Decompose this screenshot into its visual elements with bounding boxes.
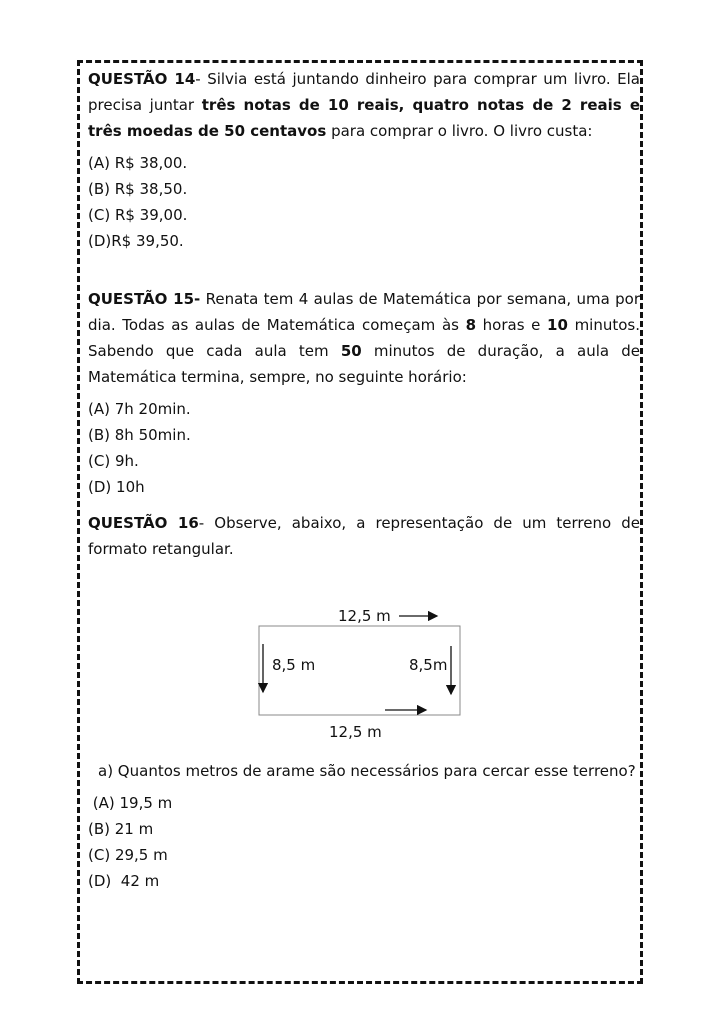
question-16-part1: - Observe, abaixo, a representação de um terreno de formato retangular.: [88, 514, 640, 558]
question-14-title: QUESTÃO 14: [88, 70, 196, 88]
question-15-part3: minutos. Sabendo que cada aula tem: [88, 316, 640, 360]
question-15-part1: Renata tem 4 aulas de Matemática por semana, uma por dia. Todas as aulas de Matemática começam às: [88, 290, 640, 334]
q16-option-c: (C) 29,5 m: [88, 846, 168, 864]
terrain-diagram-area: [88, 562, 640, 752]
q15-option-a: (A) 7h 20min.: [88, 400, 191, 418]
question-16-text: [88, 510, 640, 562]
question-14-bold: três notas de 10 reais, quatro notas de 2 reais e três moedas de 50 centavos: [88, 96, 640, 140]
top-length-label: 12,5 m: [338, 607, 391, 625]
question-15-text: [88, 286, 640, 390]
question-16-subquestion: a) Quantos metros de arame são necessários para cercar esse terreno?: [98, 762, 636, 780]
q16-option-a: (A) 19,5 m: [88, 794, 173, 812]
q14-option-a: (A) R$ 38,00.: [88, 154, 188, 172]
question-15-title: QUESTÃO 15-: [88, 290, 201, 308]
q15-option-d: (D) 10h: [88, 478, 145, 496]
terrain-diagram: [88, 562, 640, 752]
q14-option-d: (D)R$ 39,50.: [88, 232, 184, 250]
exam-content: [88, 66, 640, 894]
question-15-part4: minutos de duração, a aula de Matemática termina, sempre, no seguinte horário:: [88, 342, 641, 386]
question-16-title: QUESTÃO 16: [88, 514, 199, 532]
question-15-part2: horas e: [476, 316, 548, 334]
question-14-text: [88, 66, 640, 144]
right-width-label: 8,5m: [409, 656, 448, 674]
q14-option-c: (C) R$ 39,00.: [88, 206, 188, 224]
question-15-bold-1: 8: [465, 316, 477, 334]
q16-option-d: (D) 42 m: [88, 872, 160, 890]
question-15-bold-3: 50: [340, 342, 362, 360]
q15-option-b: (B) 8h 50min.: [88, 426, 191, 444]
q14-option-b: (B) R$ 38,50.: [88, 180, 188, 198]
question-14-part2: para comprar o livro. O livro custa:: [326, 122, 593, 140]
q16-option-b: (B) 21 m: [88, 820, 154, 838]
q15-option-c: (C) 9h.: [88, 452, 139, 470]
question-15-bold-2: 10: [547, 316, 568, 334]
question-14-part1: - Silvia está juntando dinheiro para comprar um livro. Ela precisa juntar: [88, 70, 640, 114]
bottom-length-label: 12,5 m: [329, 723, 382, 741]
left-width-label: 8,5 m: [272, 656, 316, 674]
